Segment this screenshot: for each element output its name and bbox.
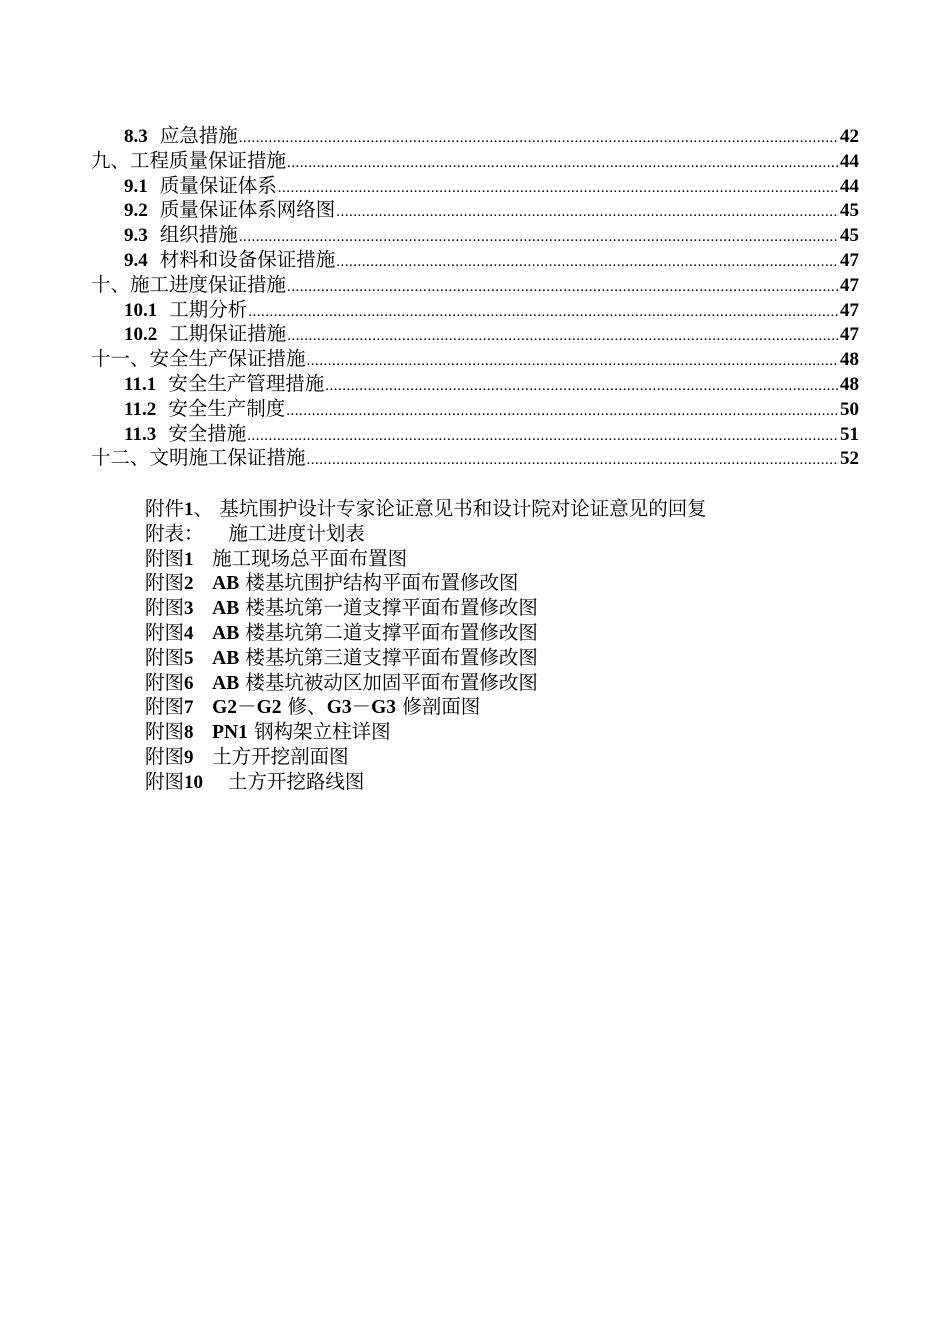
- appendix-label: 附图: [145, 596, 185, 620]
- toc-entry-number: 9.3: [124, 225, 148, 247]
- appendix-separator: [203, 770, 228, 793]
- toc-entry-page: 42: [840, 126, 859, 147]
- appendix-separator: [194, 671, 213, 694]
- appendix-number: 1: [184, 548, 194, 570]
- appendix-number: 1: [184, 499, 194, 520]
- toc-entry-number: 8.3: [124, 126, 148, 147]
- appendix-number: 7: [184, 697, 194, 719]
- appendix-separator: [194, 646, 213, 669]
- toc-leader-dots: [307, 349, 839, 374]
- appendix-number: 3: [184, 598, 194, 620]
- appendix-separator: 、: [193, 497, 220, 520]
- toc-entry-page: 47: [840, 299, 859, 321]
- toc-entry-page: 48: [840, 349, 859, 371]
- toc-entry-number: 9.1: [124, 175, 148, 197]
- appendix-label: 附图: [145, 620, 185, 644]
- toc-entry-number: 11.1: [124, 373, 157, 395]
- appendix-item: [145, 770, 707, 795]
- toc-entry-title: 安全措施: [168, 421, 247, 445]
- appendix-label: 附图: [145, 769, 185, 793]
- appendix-item: [145, 497, 707, 522]
- appendix-number: 6: [184, 672, 194, 694]
- toc-entry-title: 十一、安全生产保证措施: [91, 347, 306, 371]
- appendix-item: [145, 646, 707, 671]
- toc-entry-title: 安全生产制度: [168, 396, 286, 420]
- toc-leader-dots: [239, 225, 839, 250]
- appendix-separator: [194, 571, 213, 594]
- toc-leader-dots: [287, 151, 839, 176]
- appendix-label: 附图: [145, 744, 185, 768]
- appendix-item: [145, 596, 707, 621]
- toc-entry-page: 47: [840, 274, 859, 296]
- toc-entry-page: 47: [840, 249, 859, 271]
- toc-entry-title: 工期保证措施: [169, 322, 287, 346]
- appendix-number: 10: [184, 771, 204, 793]
- toc-entry-page: 50: [840, 398, 859, 420]
- table-of-contents: [91, 124, 859, 471]
- toc-leader-dots: [287, 324, 839, 349]
- toc-entry[interactable]: [91, 372, 859, 397]
- toc-entry-page: 45: [840, 200, 859, 222]
- toc-entry[interactable]: [91, 347, 859, 372]
- appendix-separator: [194, 621, 213, 644]
- appendix-title: AB 楼基坑被动区加固平面布置修改图: [212, 670, 538, 694]
- toc-entry-title: 十二、文明施工保证措施: [91, 446, 306, 470]
- appendix-number: 9: [184, 746, 194, 768]
- toc-entry-title: 质量保证体系: [159, 173, 277, 197]
- toc-entry-page: 44: [840, 175, 859, 197]
- appendix-separator: [194, 720, 213, 743]
- toc-entry[interactable]: [91, 198, 859, 223]
- appendix-item: [145, 695, 707, 720]
- toc-entry[interactable]: [91, 322, 859, 347]
- toc-entry[interactable]: [91, 446, 859, 471]
- appendix-label: 附图: [145, 546, 185, 570]
- appendix-separator: [194, 745, 213, 768]
- toc-entry[interactable]: [91, 149, 859, 174]
- appendix-label: 附件: [145, 497, 185, 520]
- appendix-title: 土方开挖剖面图: [212, 744, 349, 768]
- appendix-label: 附图: [145, 571, 185, 595]
- toc-entry[interactable]: [91, 273, 859, 298]
- toc-leader-dots: [239, 126, 839, 151]
- appendix-number: 8: [184, 722, 194, 744]
- toc-entry-title: 安全生产管理措施: [168, 371, 325, 395]
- toc-entry[interactable]: [91, 223, 859, 248]
- appendix-separator: [194, 547, 213, 570]
- toc-leader-dots: [336, 250, 839, 275]
- appendix-title: 施工现场总平面布置图: [212, 546, 408, 570]
- toc-entry-page: 51: [840, 423, 859, 445]
- toc-entry[interactable]: [91, 248, 859, 273]
- toc-leader-dots: [286, 399, 839, 424]
- appendix-label: 附图: [145, 645, 185, 669]
- appendix-number: 4: [184, 622, 194, 644]
- appendix-item: [145, 571, 707, 596]
- appendix-separator: [194, 596, 213, 619]
- appendix-title: AB 楼基坑围护结构平面布置修改图: [212, 571, 519, 595]
- toc-leader-dots: [307, 448, 839, 473]
- appendix-number: 2: [184, 573, 194, 595]
- appendix-item: [145, 522, 707, 547]
- appendix-item: [145, 720, 707, 745]
- appendix-item: [145, 547, 707, 572]
- toc-leader-dots: [336, 200, 839, 225]
- toc-entry-number: 9.2: [124, 200, 148, 222]
- toc-entry-number: 11.2: [124, 398, 157, 420]
- toc-entry-title: 质量保证体系网络图: [159, 198, 336, 222]
- appendix-title: 基坑围护设计专家论证意见书和设计院对论证意见的回复: [219, 497, 707, 520]
- toc-entry[interactable]: [91, 397, 859, 422]
- toc-entry-number: 10.2: [124, 324, 158, 346]
- toc-leader-dots: [287, 275, 839, 300]
- toc-entry-title: 工期分析: [169, 297, 248, 321]
- toc-entry[interactable]: [91, 298, 859, 323]
- appendix-title: 土方开挖路线图: [227, 769, 365, 793]
- appendix-title: PN1 钢构架立柱详图: [212, 720, 391, 744]
- toc-entry-title: 应急措施: [159, 124, 238, 147]
- appendix-label: 附图: [145, 695, 185, 719]
- appendix-title: AB 楼基坑第二道支撑平面布置修改图: [212, 620, 538, 644]
- toc-leader-dots: [278, 176, 839, 201]
- toc-entry[interactable]: [91, 174, 859, 199]
- appendix-label: 附图: [145, 720, 185, 744]
- appendix-item: [145, 671, 707, 696]
- toc-entry-number: 9.4: [124, 249, 148, 271]
- appendix-item: [145, 745, 707, 770]
- appendix-title: 施工进度计划表: [228, 521, 365, 545]
- toc-entry-title: 组织措施: [159, 223, 238, 247]
- toc-entry-number: 11.3: [124, 423, 157, 445]
- toc-leader-dots: [325, 374, 839, 399]
- appendix-title: AB 楼基坑第三道支撑平面布置修改图: [212, 645, 538, 669]
- appendix-list: [145, 497, 707, 795]
- appendix-separator: [194, 695, 213, 718]
- appendix-title: AB 楼基坑第一道支撑平面布置修改图: [212, 596, 538, 620]
- toc-leader-dots: [247, 424, 839, 449]
- toc-entry-page: 48: [840, 373, 859, 395]
- toc-entry-page: 45: [840, 225, 859, 247]
- toc-entry[interactable]: [91, 422, 859, 447]
- toc-entry-title: 九、工程质量保证措施: [91, 148, 287, 172]
- toc-entry-page: 44: [840, 150, 859, 172]
- appendix-label: 附图: [145, 670, 185, 694]
- toc-leader-dots: [248, 300, 839, 325]
- appendix-number: 5: [184, 647, 194, 669]
- toc-entry-title: 十、施工进度保证措施: [91, 272, 287, 296]
- appendix-title: G2－G2 修、G3－G3 修剖面图: [212, 695, 481, 719]
- toc-entry-number: 10.1: [124, 299, 158, 321]
- appendix-item: [145, 621, 707, 646]
- toc-entry-page: 47: [840, 324, 859, 346]
- toc-entry[interactable]: [91, 124, 859, 149]
- toc-entry-page: 52: [840, 448, 859, 470]
- appendix-label: 附表：: [145, 521, 204, 545]
- appendix-separator: [204, 522, 229, 545]
- toc-entry-title: 材料和设备保证措施: [159, 247, 336, 271]
